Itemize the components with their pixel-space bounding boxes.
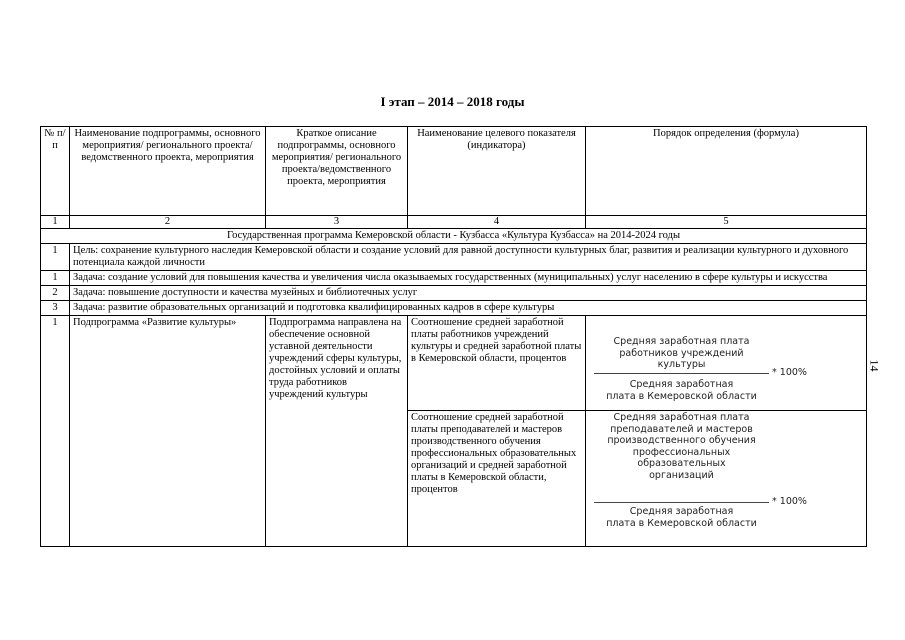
subprogram-name: Подпрограмма «Развитие культуры» [70,316,266,547]
subprogram-row [41,316,867,411]
table-row [41,301,867,316]
col-number: 3 [266,216,408,229]
formula-2-numerator: Средняя заработная плата преподавателей и мастеров производственного обучения профессиональных образовательных организаций [607,412,756,481]
row-num: 2 [41,286,70,301]
column-number-row [41,216,867,229]
formula-2-fraction-line [594,502,769,503]
row-text: Задача: создание условий для повышения качества и увеличения числа оказываемых государственных (муниципальных) услуг населению в сфере культуры и искусства [70,271,867,286]
table-row [41,244,867,271]
formula-1-multiplier: * 100% [772,367,807,378]
page-number: 14 [867,359,882,372]
row-num: 3 [41,301,70,316]
formula-2-multiplier: * 100% [772,496,807,507]
formula-1-numerator: Средняя заработная плата работников учреждений культуры [613,336,750,370]
indicator-2: Соотношение средней заработной платы преподавателей и мастеров производственного обучения профессиональных образовательных организаций и средней заработной платы в Кемеровской области, процентов [408,411,586,547]
formula-cell [586,316,867,547]
col-number: 1 [41,216,70,229]
header-num: № п/п [41,127,70,216]
indicator-1: Соотношение средней заработной платы работников учреждений культуры и средней заработной платы в Кемеровской области, процентов [408,316,586,411]
header-formula: Порядок определения (формула) [586,127,867,216]
header-name: Наименование подпрограммы, основного мероприятия/ регионального проекта/ведомственного проекта, мероприятия [70,127,266,216]
program-table [40,126,867,547]
program-title: Государственная программа Кемеровской области - Кузбасса «Культура Кузбасса» на 2014-2024 годы [41,229,867,244]
program-title-row [41,229,867,244]
header-description: Краткое описание подпрограммы, основного мероприятия/ регионального проекта/ведомственного проекта, мероприятия [266,127,408,216]
formula-2 [586,316,866,546]
page-title: I этап – 2014 – 2018 годы [380,94,525,109]
row-num: 1 [41,271,70,286]
col-number: 2 [70,216,266,229]
row-text: Цель: сохранение культурного наследия Кемеровской области и создание условий для равной доступности культурных благ, развития и реализации культурного и духовного потенциала каждой личности [70,244,867,271]
table-row [41,271,867,286]
col-number: 5 [586,216,867,229]
col-number: 4 [408,216,586,229]
formula-1-denominator: Средняя заработная плата в Кемеровской области [606,379,757,402]
table-row [41,286,867,301]
header-row [41,127,867,216]
row-text: Задача: повышение доступности и качества музейных и библиотечных услуг [70,286,867,301]
subprogram-num: 1 [41,316,70,547]
row-text: Задача: развитие образовательных организаций и подготовка квалифицированных кадров в сфере культуры [70,301,867,316]
header-indicator: Наименование целевого показателя (индикатора) [408,127,586,216]
subprogram-description: Подпрограмма направлена на обеспечение основной уставной деятельности учреждений сферы культуры, достойных условий и оплаты труда работников учреждений культуры [266,316,408,547]
formula-2-denominator: Средняя заработная плата в Кемеровской области [606,506,757,529]
row-num: 1 [41,244,70,271]
